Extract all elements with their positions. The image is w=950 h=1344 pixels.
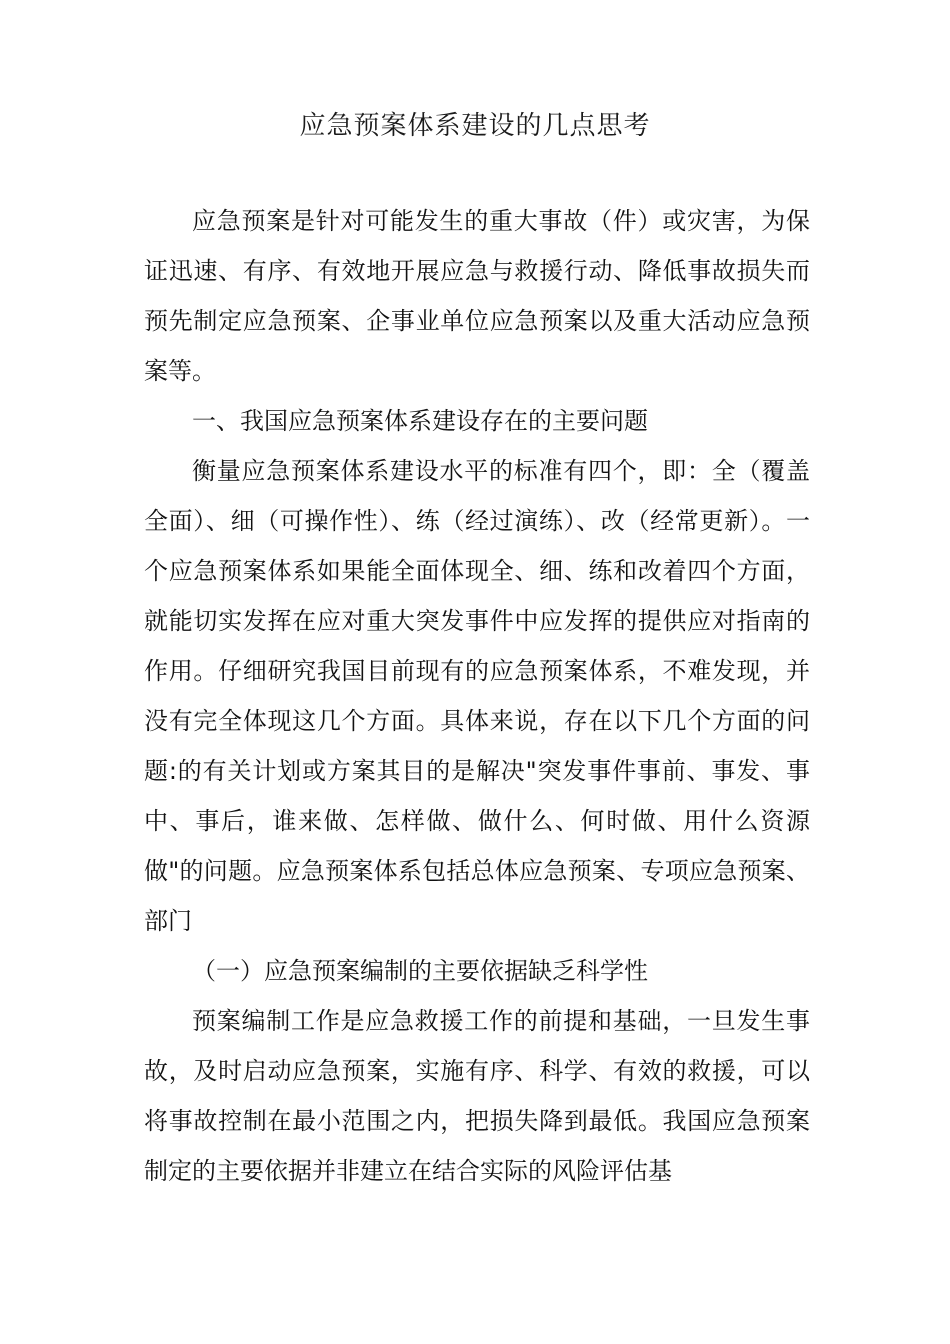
section-heading-1: 一、我国应急预案体系建设存在的主要问题 bbox=[192, 407, 648, 435]
paragraph-standards: 衡量应急预案体系建设水平的标准有四个，即：全（覆盖全面）、细（可操作性）、练（经过演练）、改（经常更新）。一个应急预案体系如果能全面体现全、细、练和改着四个方面，就能切实发挥在应对重大突发事件中应发挥的提供应对指南的作用。仔细研究我国目前现有的应急预案体系，不难发现，并没有完全体现这几个方面。具体来说，存在以下几个方面的问题:的有关计划或方案其目的是解决"突发事件事前、事发、事中、事后，谁来做、怎样做、做什么、何时做、用什么资源做"的问题。应急预案体系包括总体应急预案、专项应急预案、部门 bbox=[144, 457, 810, 935]
subsection-heading-1: （一）应急预案编制的主要依据缺乏科学性 bbox=[192, 957, 648, 985]
document-body bbox=[144, 196, 810, 1196]
paragraph-intro: 应急预案是针对可能发生的重大事故（件）或灾害，为保证迅速、有序、有效地开展应急与救援行动、降低事故损失而预先制定应急预案、企事业单位应急预案以及重大活动应急预案等。 bbox=[144, 207, 810, 385]
paragraph-plan-basis: 预案编制工作是应急救援工作的前提和基础，一旦发生事故，及时启动应急预案，实施有序、科学、有效的救援，可以将事故控制在最小范围之内，把损失降到最低。我国应急预案制定的主要依据并非建立在结合实际的风险评估基 bbox=[144, 1007, 810, 1185]
document-title: 应急预案体系建设的几点思考 bbox=[299, 111, 651, 141]
